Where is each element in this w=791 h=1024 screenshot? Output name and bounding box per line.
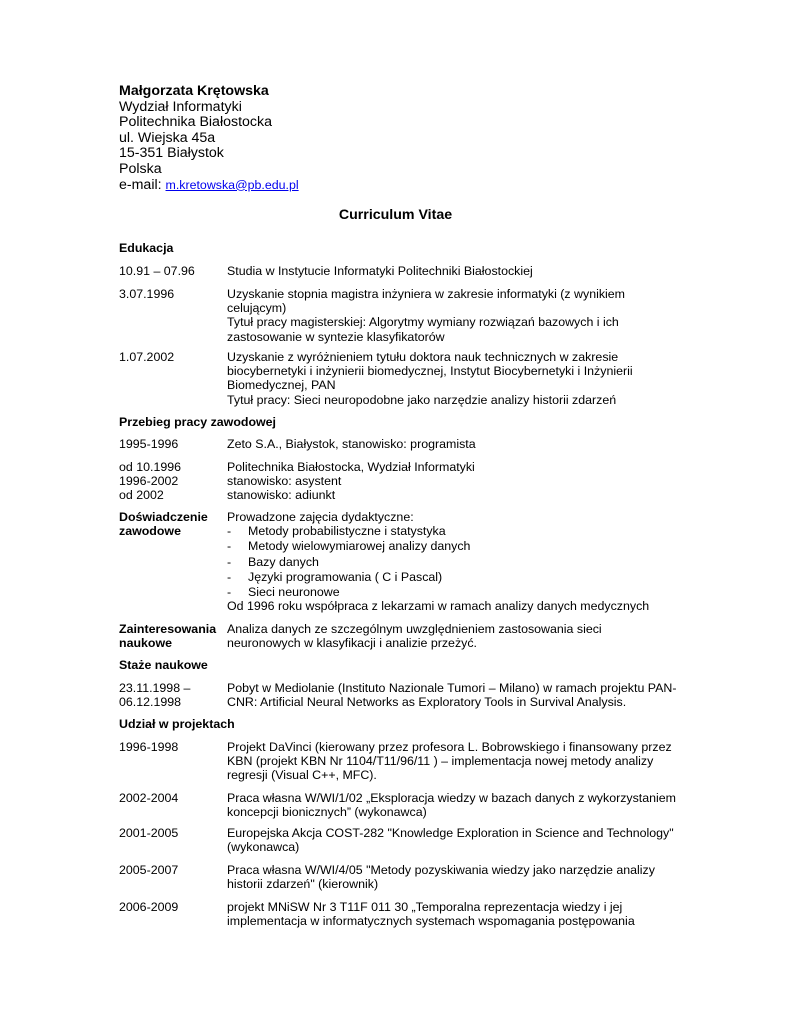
work-date: od 10.1996	[119, 460, 182, 474]
internship-text: CNR: Artificial Neural Networks as Exploratory Tools in Survival Analysis.	[227, 695, 627, 710]
project-text: koncepcji bionicznych” (wykonawca)	[227, 805, 427, 820]
education-date: 1.07.2002	[119, 350, 175, 364]
education-text: Uzyskanie z wyróżnieniem tytułu doktora nauk technicznych w zakresie	[227, 350, 619, 364]
course-name: Bazy danych	[248, 554, 319, 569]
project-text: implementacja w informatycznych systemach wspomagania postępowania	[227, 914, 635, 929]
project-text: (wykonawca)	[227, 840, 300, 855]
project-date: 2006-2009	[119, 900, 179, 914]
internship-date: 06.12.1998	[119, 695, 182, 710]
section-internships-heading: Staże naukowe	[119, 658, 208, 672]
education-text: Studia w Instytucie Informatyki Politechniki Białostockiej	[227, 264, 533, 278]
course-name: Sieci neuronowe	[248, 585, 340, 600]
department: Wydział Informatyki	[119, 98, 242, 115]
project-text: KBN (projekt KBN Nr 1104/T11/96/11 ) – implementacja nowej metody analizy	[227, 754, 654, 769]
education-date: 3.07.1996	[119, 287, 175, 301]
university: Politechnika Białostocka	[119, 114, 272, 131]
work-text: Politechnika Białostocka, Wydział Informatyki	[227, 460, 475, 474]
course-name: Metody probabilistyczne i statystyka	[248, 524, 446, 539]
section-projects-heading: Udział w projektach	[119, 717, 235, 731]
education-text: Uzyskanie stopnia magistra inżyniera w zakresie informatyki (z wynikiem	[227, 287, 626, 301]
education-text: celującym)	[227, 301, 287, 316]
street: ul. Wiejska 45a	[119, 129, 216, 146]
work-date: od 2002	[119, 488, 164, 503]
education-text: zastosowanie w syntezie klasyfikatorów	[227, 329, 445, 344]
internship-text: Pobyt w Mediolanie (Instituto Nazionale Tumori – Milano) w ramach projektu PAN-	[227, 681, 677, 695]
internship-date: 23.11.1998 –	[119, 681, 191, 695]
experience-intro: Prowadzone zajęcia dydaktyczne:	[227, 510, 414, 524]
document-title: Curriculum Vitae	[338, 207, 453, 223]
section-education-heading: Edukacja	[119, 241, 174, 255]
dash: -	[227, 539, 232, 554]
list-item	[227, 555, 682, 570]
list-item	[227, 570, 682, 585]
education-text: Biomedycznej, PAN	[227, 378, 336, 393]
work-text: stanowisko: asystent	[227, 474, 342, 489]
education-text: Tytuł pracy: Sieci neuropodobne jako narzędzie analizy historii zdarzeń	[227, 392, 617, 407]
work-text: stanowisko: adiunkt	[227, 488, 336, 503]
email-line	[119, 178, 299, 194]
dash: -	[227, 569, 232, 584]
project-date: 2005-2007	[119, 863, 179, 877]
experience-label: Doświadczenie	[119, 510, 208, 524]
dash: -	[227, 554, 232, 569]
education-date: 10.91 – 07.96	[119, 264, 195, 278]
project-text: regresji (Visual C++, MFC).	[227, 768, 377, 783]
list-item	[227, 539, 682, 554]
email-label: e-mail:	[119, 176, 166, 193]
project-text: historii zdarzeń" (kierownik)	[227, 877, 379, 892]
course-name: Języki programowania ( C i Pascal)	[248, 569, 443, 584]
list-item	[227, 524, 682, 539]
dash: -	[227, 524, 232, 539]
project-date: 1996-1998	[119, 740, 179, 754]
dash: -	[227, 585, 232, 600]
work-text: Zeto S.A., Białystok, stanowisko: programista	[227, 437, 476, 451]
work-date: 1996-2002	[119, 474, 179, 489]
interests-text: Analiza danych ze szczególnym uwzględnieniem zastosowania sieci	[227, 622, 602, 636]
interests-label: Zainteresowania	[119, 622, 217, 636]
interests-text: neuronowych w klasyfikacji i analizie przeżyć.	[227, 636, 477, 651]
experience-outro: Od 1996 roku współpraca z lekarzami w ramach analizy danych medycznych	[227, 599, 650, 614]
work-date: 1995-1996	[119, 437, 179, 451]
project-text: Praca własna W/WI/1/02 „Eksploracja wiedzy w bazach danych z wykorzystaniem	[227, 791, 676, 805]
experience-label: zawodowe	[119, 524, 181, 539]
project-text: Europejska Akcja COST-282 "Knowledge Exploration in Science and Technology"	[227, 826, 674, 840]
email-link[interactable]: m.kretowska@pb.edu.pl	[165, 177, 299, 192]
course-name: Metody wielowymiarowej analizy danych	[248, 539, 471, 554]
education-text: Tytuł pracy magisterskiej: Algorytmy wymiany rozwiązań bazowych i ich	[227, 315, 619, 330]
project-text: Projekt DaVinci (kierowany przez profesora L. Bobrowskiego i finansowany przez	[227, 740, 672, 754]
project-date: 2002-2004	[119, 791, 179, 805]
address-block	[119, 84, 299, 193]
interests-label: naukowe	[119, 636, 173, 651]
city: 15-351 Białystok	[119, 145, 224, 162]
country: Polska	[119, 160, 162, 177]
project-text: projekt MNiSW Nr 3 T11F 011 30 „Temporalna reprezentacja wiedzy i jej	[227, 900, 623, 914]
education-text: biocybernetyki i inżynierii biomedycznej, Instytut Biocybernetyki i Inżynierii	[227, 364, 633, 379]
project-date: 2001-2005	[119, 826, 179, 840]
list-item	[227, 585, 682, 599]
project-text: Praca własna W/WI/4/05 "Metody pozyskiwania wiedzy jako narzędzie analizy	[227, 863, 655, 877]
author-name: Małgorzata Krętowska	[119, 83, 269, 99]
section-work-heading: Przebieg pracy zawodowej	[119, 415, 276, 429]
